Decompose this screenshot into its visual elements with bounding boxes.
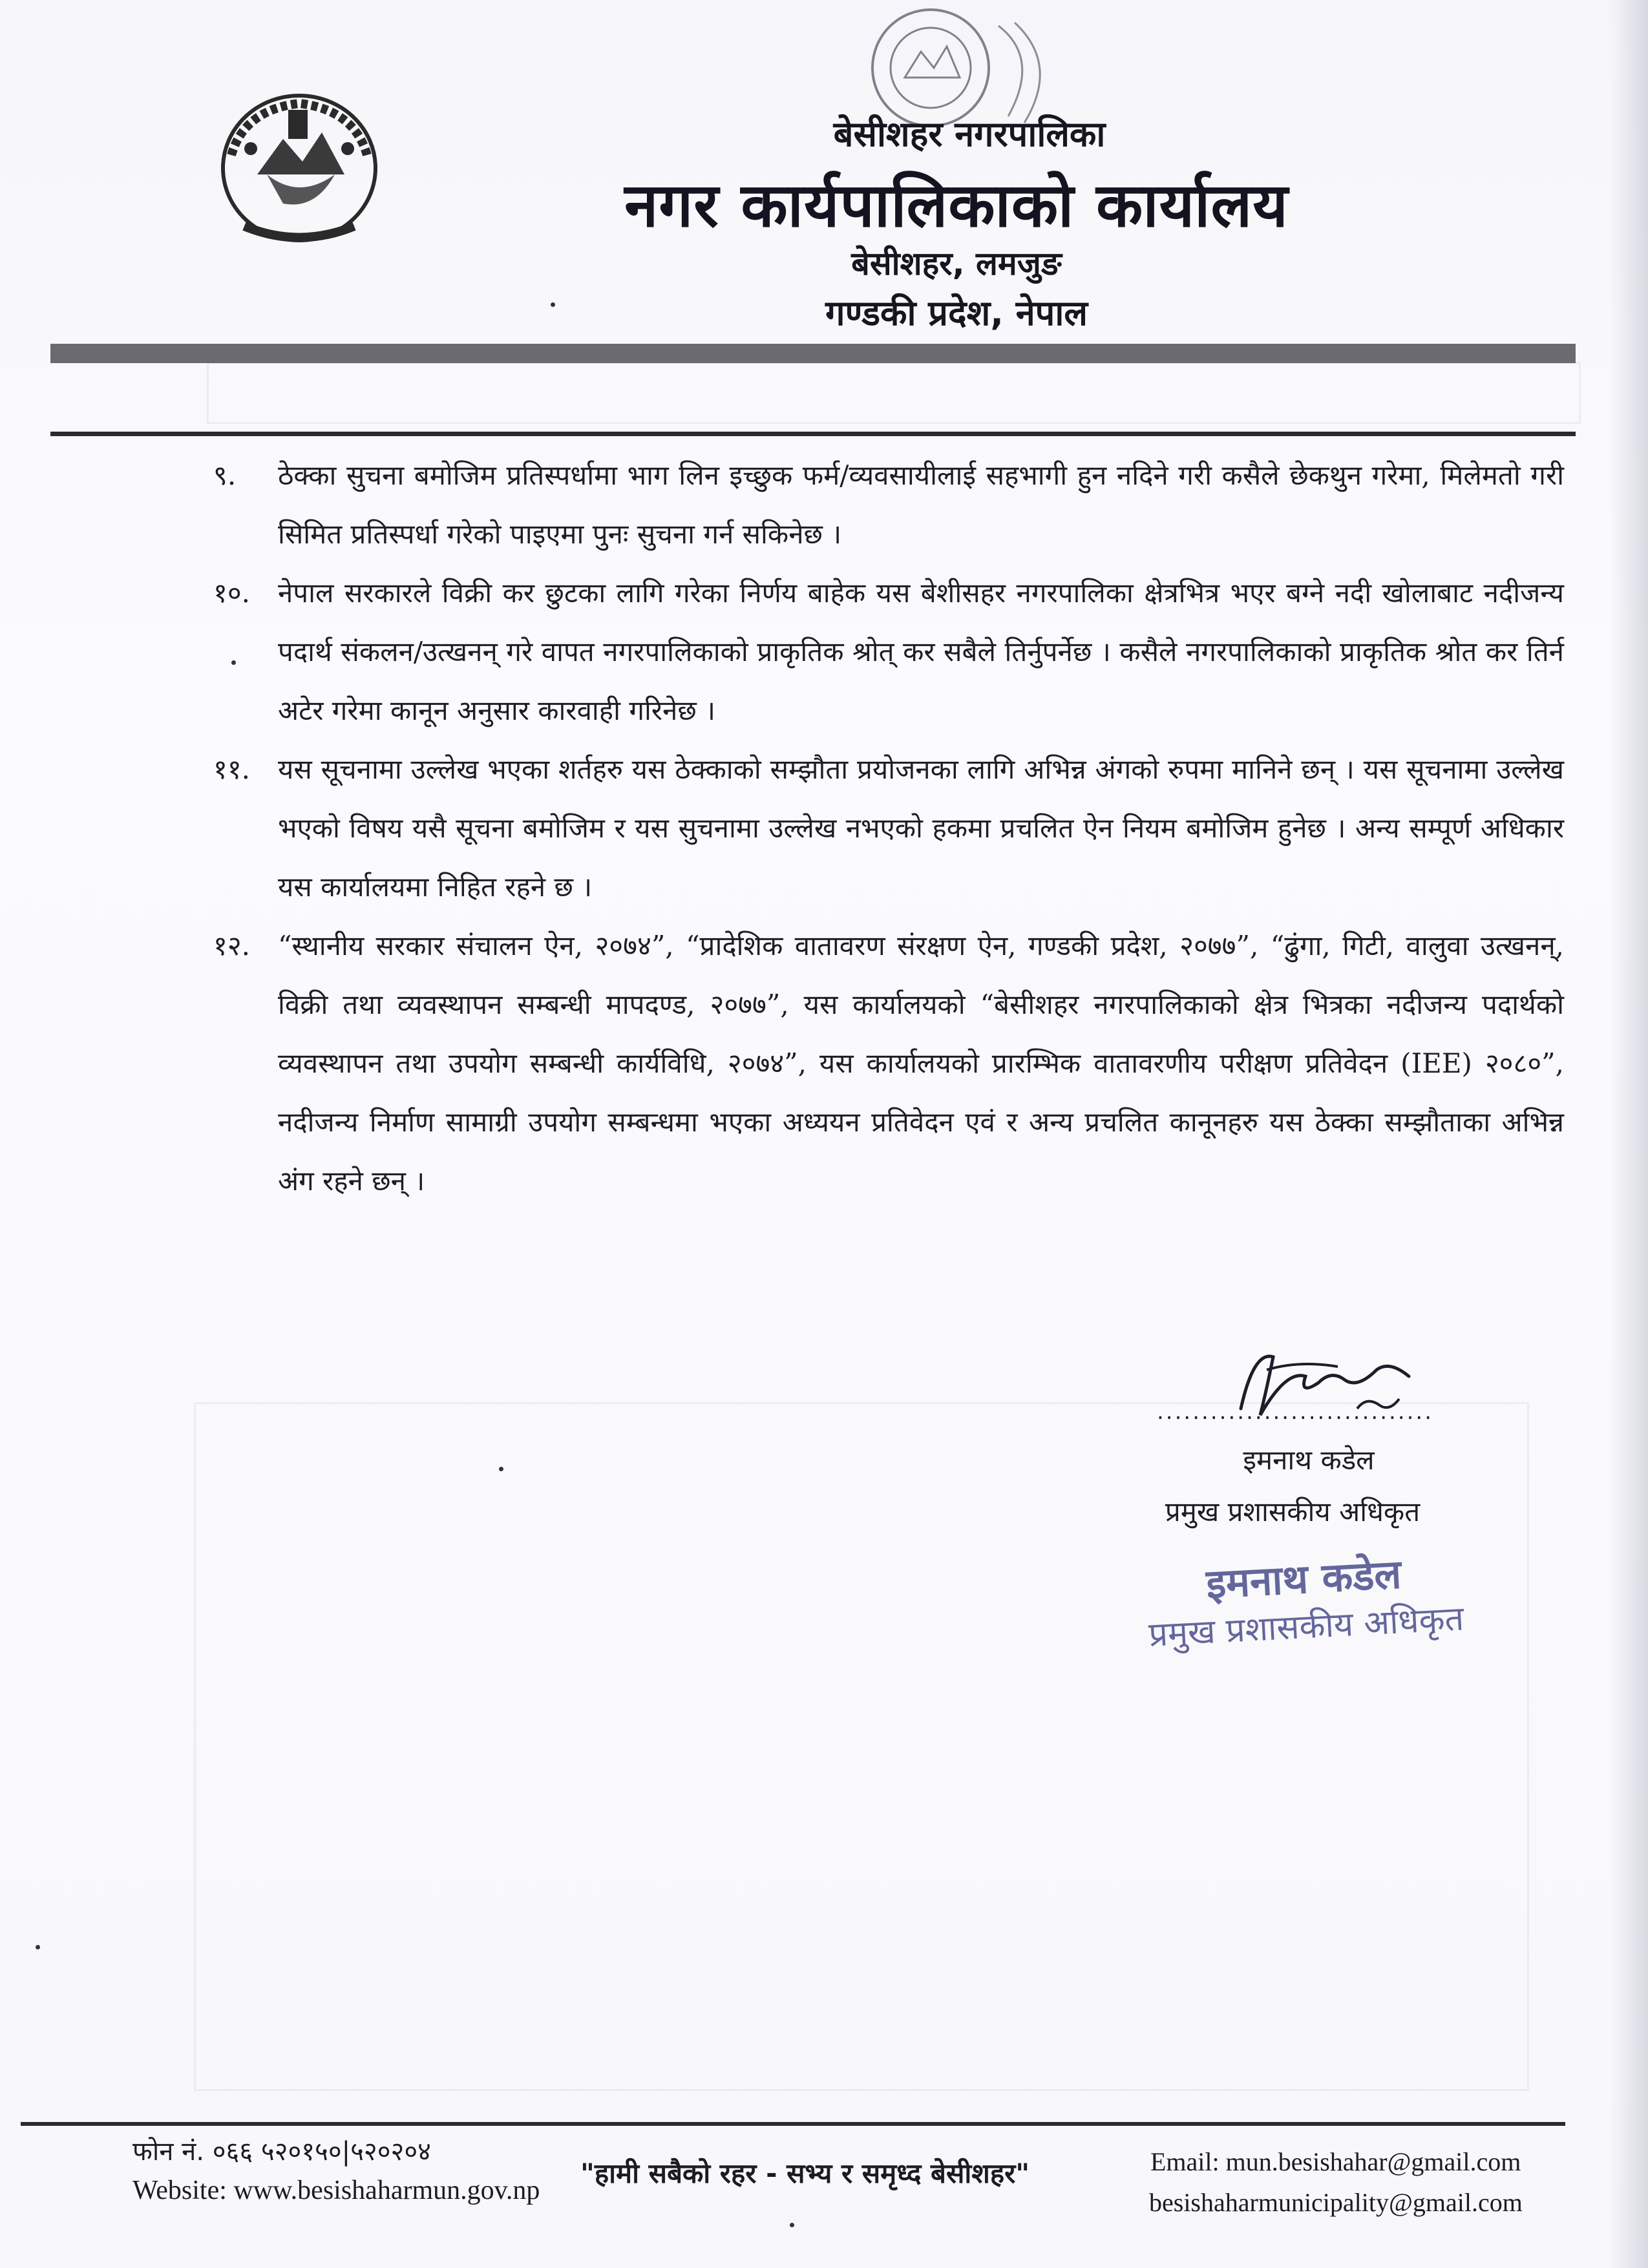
name-stamp bbox=[1122, 1544, 1490, 1679]
footer-email-secondary: besishaharmunicipality@gmail.com bbox=[1149, 2188, 1523, 2217]
clause-number: १२. bbox=[213, 930, 251, 961]
notice-clauses bbox=[213, 446, 1564, 1210]
footer-phone: फोन नं. ०६६ ५२०१५०|५२०२०४ bbox=[132, 2137, 431, 2167]
footer-website: Website: www.besishaharmun.gov.np bbox=[132, 2176, 540, 2205]
clause-text: ठेक्का सुचना बमोजिम प्रतिस्पर्धामा भाग लिन इच्छुक फर्म/व्यवसायीलाई सहभागी हुन नदिने गरी कसैले छेकथुन गरेमा, मिलेमतो गरी सिमित प्रतिस्पर्धा गरेको पाइएमा पुनः सुचना गर्न सकिनेछ । bbox=[278, 459, 1564, 550]
office-location: बेसीशहर, लमजुङ bbox=[851, 245, 1062, 282]
scan-speck bbox=[499, 1467, 503, 1471]
municipality-name: बेसीशहर नगरपालिका bbox=[833, 114, 1106, 154]
header-rule-thick bbox=[50, 344, 1576, 363]
clause-text: यस सूचनामा उल्लेख भएका शर्तहरु यस ठेक्काको सम्झौता प्रयोजनका लागि अभिन्न अंगको रुपमा मानिने छन् । यस सूचनामा उल्लेख भएको विषय यसै सूचना बमोजिम र यस सुचनामा उल्लेख नभएको हकमा प्रचलित ऐन नियम बमोजिम हुनेछ । अन्य सम्पूर्ण अधिकार यस कार्यालयमा निहित रहने छ । bbox=[278, 753, 1564, 903]
clause-9 bbox=[213, 446, 1564, 563]
clause-number: १०. bbox=[213, 577, 251, 609]
scan-speck bbox=[551, 302, 555, 307]
scan-speck bbox=[790, 2223, 794, 2227]
signatory-name: इमनाथ कडेल bbox=[1243, 1444, 1375, 1476]
clause-text: “स्थानीय सरकार संचालन ऐन, २०७४”, “प्रादेशिक वातावरण संरक्षण ऐन, गण्डकी प्रदेश, २०७७”, “ढुंगा, गिटी, वालुवा उत्खनन्, विक्री तथा व्यवस्थापन सम्बन्धी मापदण्ड, २०७७”, यस कार्यालयको “बेसीशहर नगरपालिकाको क्षेत्र भित्रका नदीजन्य पदार्थको व्यवस्थापन तथा उपयोग सम्बन्धी कार्यविधि, २०७४”, यस कार्यालयको प्रारम्भिक वातावरणीय परीक्षण प्रतिवेदन (IEE) २०८०”, नदीजन्य निर्माण सामाग्री उपयोग सम्बन्धमा भएका अध्ययन प्रतिवेदन एवं र अन्य प्रचलित कानूनहरु यस ठेक्का सम्झौताका अभिन्न अंग रहने छन् । bbox=[278, 930, 1564, 1197]
clause-10 bbox=[213, 563, 1564, 740]
clause-number: ११. bbox=[213, 753, 251, 785]
signatory-title: प्रमुख प्रशासकीय अधिकृत bbox=[1165, 1496, 1421, 1528]
clause-number: ९. bbox=[213, 459, 237, 491]
clause-11 bbox=[213, 740, 1564, 916]
signature-line: ............................... bbox=[1157, 1399, 1434, 1425]
footer-slogan: "हामी सबैको रहर - सभ्य र समृध्द बेसीशहर" bbox=[580, 2158, 1030, 2189]
office-title: नगर कार्यपालिकाको कार्यालय bbox=[624, 171, 1289, 241]
footer-rule bbox=[21, 2122, 1565, 2126]
nepal-emblem-logo bbox=[206, 78, 393, 252]
header-rule-thin bbox=[50, 432, 1576, 436]
show-through-header-box bbox=[207, 362, 1581, 424]
scan-speck bbox=[36, 1945, 40, 1949]
clause-text: नेपाल सरकारले विक्री कर छुटका लागि गरेका निर्णय बाहेक यस बेशीसहर नगरपालिका क्षेत्रभित्र भएर बग्ने नदी खोलाबाट नदीजन्य पदार्थ संकलन/उत्खनन् गरे वापत नगरपालिकाको प्राकृतिक श्रोत् कर सबैले तिर्नुपर्नेछ । कसैले नगरपालिकाको प्राकृतिक श्रोत कर तिर्न अटेर गरेमा कानून अनुसार कारवाही गरिनेछ । bbox=[278, 577, 1564, 726]
clause-12 bbox=[213, 916, 1564, 1210]
stamp-name: इमनाथ कडेल bbox=[1205, 1550, 1403, 1608]
stamp-title: प्रमुख प्रशासकीय अधिकृत bbox=[1147, 1599, 1465, 1655]
province-name: गण्डकी प्रदेश, नेपाल bbox=[825, 293, 1088, 333]
scan-speck bbox=[231, 660, 236, 665]
paper-edge-shadow bbox=[1609, 0, 1648, 2268]
footer-email-primary: Email: mun.besishahar@gmail.com bbox=[1150, 2147, 1521, 2176]
